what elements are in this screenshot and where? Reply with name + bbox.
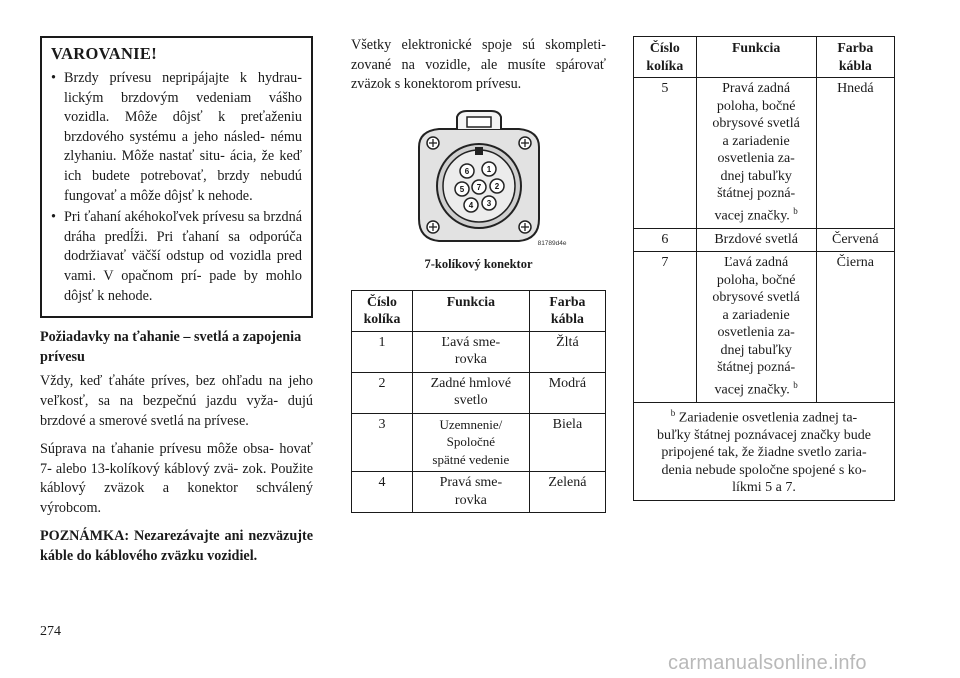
color-cell: Hnedá xyxy=(816,78,894,229)
middle-column xyxy=(351,36,606,513)
function-text: Brzdové svetlá xyxy=(714,231,798,247)
color-cell: Čierna xyxy=(816,252,894,403)
pin-label: 7 xyxy=(476,182,481,192)
left-column xyxy=(40,36,313,567)
right-column xyxy=(633,36,895,501)
warning-list xyxy=(51,69,302,306)
table-row xyxy=(634,228,895,252)
table-header-row xyxy=(352,290,606,331)
pin-table-2 xyxy=(633,36,895,501)
warning-item xyxy=(51,69,302,206)
table-row xyxy=(352,413,606,472)
pin-cell: 3 xyxy=(352,413,413,472)
pin-label: 5 xyxy=(459,184,464,194)
footnote-mark: b xyxy=(793,205,798,216)
pin-label: 1 xyxy=(486,164,491,174)
table-row xyxy=(634,252,895,403)
function-cell: Pravá sme- rovka xyxy=(412,472,529,513)
pin-cell: 7 xyxy=(634,252,697,403)
function-cell xyxy=(696,78,816,229)
pin-label: 2 xyxy=(494,181,499,191)
function-text: Ľavá zadná poloha, bočné obrysové svetlá a zariadenie osvetlenia za- dnej tabuľky štátnej pozná- vacej značky. xyxy=(712,255,800,398)
connector-image xyxy=(379,109,579,251)
footnote-cell xyxy=(634,402,895,500)
pin-cell: 5 xyxy=(634,78,697,229)
watermark: carmanualsonline.info xyxy=(668,652,867,674)
warning-item-text: Pri ťahaní akéhokoľvek prívesu sa brzdná dráha predĺži. Pri ťahaní sa odporúča dodržiavať väčší odstup od vozidla pred vami. V opačnom prí- pade by mohlo dôjsť k nehode. xyxy=(64,209,302,304)
pin-label: 6 xyxy=(464,166,469,176)
color-cell: Biela xyxy=(529,413,605,472)
header-pin: Číslo kolíka xyxy=(634,37,697,78)
color-cell: Žltá xyxy=(529,331,605,372)
footnote-row xyxy=(634,402,895,500)
bullet-icon: • xyxy=(51,209,56,226)
warning-title: VAROVANIE! xyxy=(51,44,157,63)
figure-caption: 7-kolíkový konektor xyxy=(424,256,533,271)
header-pin: Číslo kolíka xyxy=(352,290,413,331)
pin-cell: 4 xyxy=(352,472,413,513)
warning-item-text: Brzdy prívesu nepripájajte k hydrau- lickým brzdovým vedeniam vášho vozidla. Môže dôjsť k preťaženiu brzdového systému a jeho násled- nému zlyhaniu. Môže nastať situ- ácia, že keď ich budete potrebovať, brzdy nebudú fungovať a môže dôjsť k nehode. xyxy=(64,70,302,204)
paragraph: Vždy, keď ťaháte príves, bez ohľadu na jeho veľkosť, sa na bezpečnú jazdu vyža- dujú brzdové a smerové svetlá na prívese. xyxy=(40,373,313,429)
warning-item xyxy=(51,208,302,306)
section-heading: Požiadavky na ťahanie – svetlá a zapojenia prívesu xyxy=(40,329,302,365)
intro-paragraph: Všetky elektronické spoje sú skompleti- zované na vozidle, ale musíte spárovať zväzok s konektorom prívesu. xyxy=(351,37,606,93)
header-function: Funkcia xyxy=(412,290,529,331)
pin-label: 3 xyxy=(486,198,491,208)
function-cell xyxy=(696,252,816,403)
footnote-mark: b xyxy=(793,379,798,390)
function-cell: Zadné hmlové svetlo xyxy=(412,372,529,413)
pin-cell: 6 xyxy=(634,228,697,252)
paragraph: Súprava na ťahanie prívesu môže obsa- hovať 7- alebo 13-kolíkový káblový zvä- zok. Použite káblový zväzok a konektor schválený výrobcom. xyxy=(40,441,313,516)
note: POZNÁMKA: Nezarezávajte ani nezväzujte káble do káblového zväzku vozidiel. xyxy=(40,528,313,565)
table-header-row xyxy=(634,37,895,78)
header-color: Farba kábla xyxy=(529,290,605,331)
figure-code: 81789d4e xyxy=(537,239,567,247)
function-cell: Ľavá sme- rovka xyxy=(412,331,529,372)
warning-box xyxy=(40,36,313,318)
header-color: Farba kábla xyxy=(816,37,894,78)
connector-figure xyxy=(351,109,606,272)
pin-label: 4 xyxy=(468,200,473,210)
footnote-text: Zariadenie osvetlenia zadnej ta- buľky štátnej poznávacej značky bude pripojené tak, že žiadne svetlo zaria- denia nebude spoločne spojené s ko- líkmi 5 a 7. xyxy=(656,410,872,496)
pin-cell: 1 xyxy=(352,331,413,372)
header-function: Funkcia xyxy=(696,37,816,78)
function-cell xyxy=(696,228,816,252)
pin-cell: 2 xyxy=(352,372,413,413)
page-number: 274 xyxy=(40,624,61,639)
function-text: Pravá zadná poloha, bočné obrysové svetlá a zariadenie osvetlenia za- dnej tabuľky štátnej pozná- vacej značky. xyxy=(712,81,800,224)
table-row xyxy=(634,78,895,229)
footnote-mark: b xyxy=(670,407,676,418)
pin-table-1 xyxy=(351,290,606,514)
table-row xyxy=(352,472,606,513)
color-cell: Zelená xyxy=(529,472,605,513)
seven-pin-connector-icon xyxy=(379,109,579,251)
table-row xyxy=(352,331,606,372)
function-cell: Uzemnenie/ Spoločné spätné vedenie xyxy=(412,413,529,472)
color-cell: Modrá xyxy=(529,372,605,413)
bullet-icon: • xyxy=(51,70,56,86)
table-row xyxy=(352,372,606,413)
color-cell: Červená xyxy=(816,228,894,252)
